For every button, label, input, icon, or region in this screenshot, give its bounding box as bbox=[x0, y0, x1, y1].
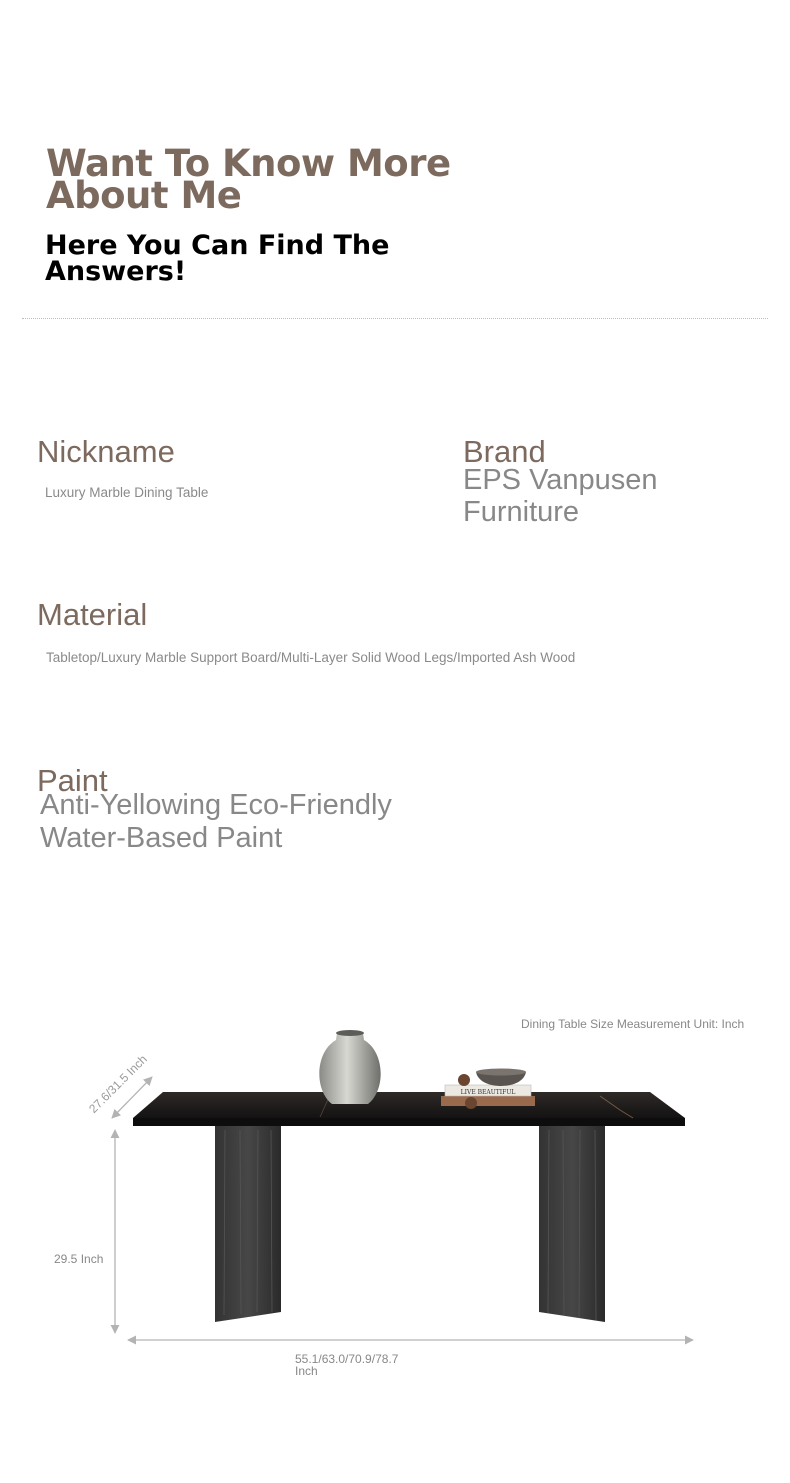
brand-label: Brand bbox=[463, 434, 546, 469]
nickname-value: Luxury Marble Dining Table bbox=[45, 485, 209, 500]
length-label: 55.1/63.0/70.9/78.7 Inch bbox=[295, 1352, 399, 1378]
books-decor bbox=[441, 1069, 535, 1110]
nickname-label: Nickname bbox=[37, 434, 175, 469]
table-leg-right bbox=[539, 1125, 605, 1322]
marble-tabletop bbox=[133, 1092, 685, 1126]
page-title: Want To Know More About Me bbox=[46, 142, 451, 217]
page-subtitle: Here You Can Find The Answers! bbox=[45, 230, 390, 287]
paint-value: Anti-Yellowing Eco-Friendly Water-Based Paint bbox=[40, 789, 392, 854]
size-caption: Dining Table Size Measurement Unit: Inch bbox=[521, 1017, 745, 1031]
height-label: 29.5 Inch bbox=[54, 1252, 104, 1266]
book-title: LIVE BEAUTIFUL bbox=[460, 1089, 516, 1096]
depth-label: 27.6/31.5 Inch bbox=[86, 1052, 150, 1116]
material-value: Tabletop/Luxury Marble Support Board/Multi-Layer Solid Wood Legs/Imported Ash Wood bbox=[46, 650, 576, 665]
paint-label: Paint bbox=[37, 763, 108, 798]
table-leg-left bbox=[215, 1125, 281, 1322]
vase-decor bbox=[319, 1030, 380, 1104]
dining-table-figure bbox=[0, 1000, 790, 1400]
material-label: Material bbox=[37, 597, 148, 632]
section-divider bbox=[22, 318, 768, 319]
brand-value: EPS Vanpusen Furniture bbox=[463, 464, 658, 528]
